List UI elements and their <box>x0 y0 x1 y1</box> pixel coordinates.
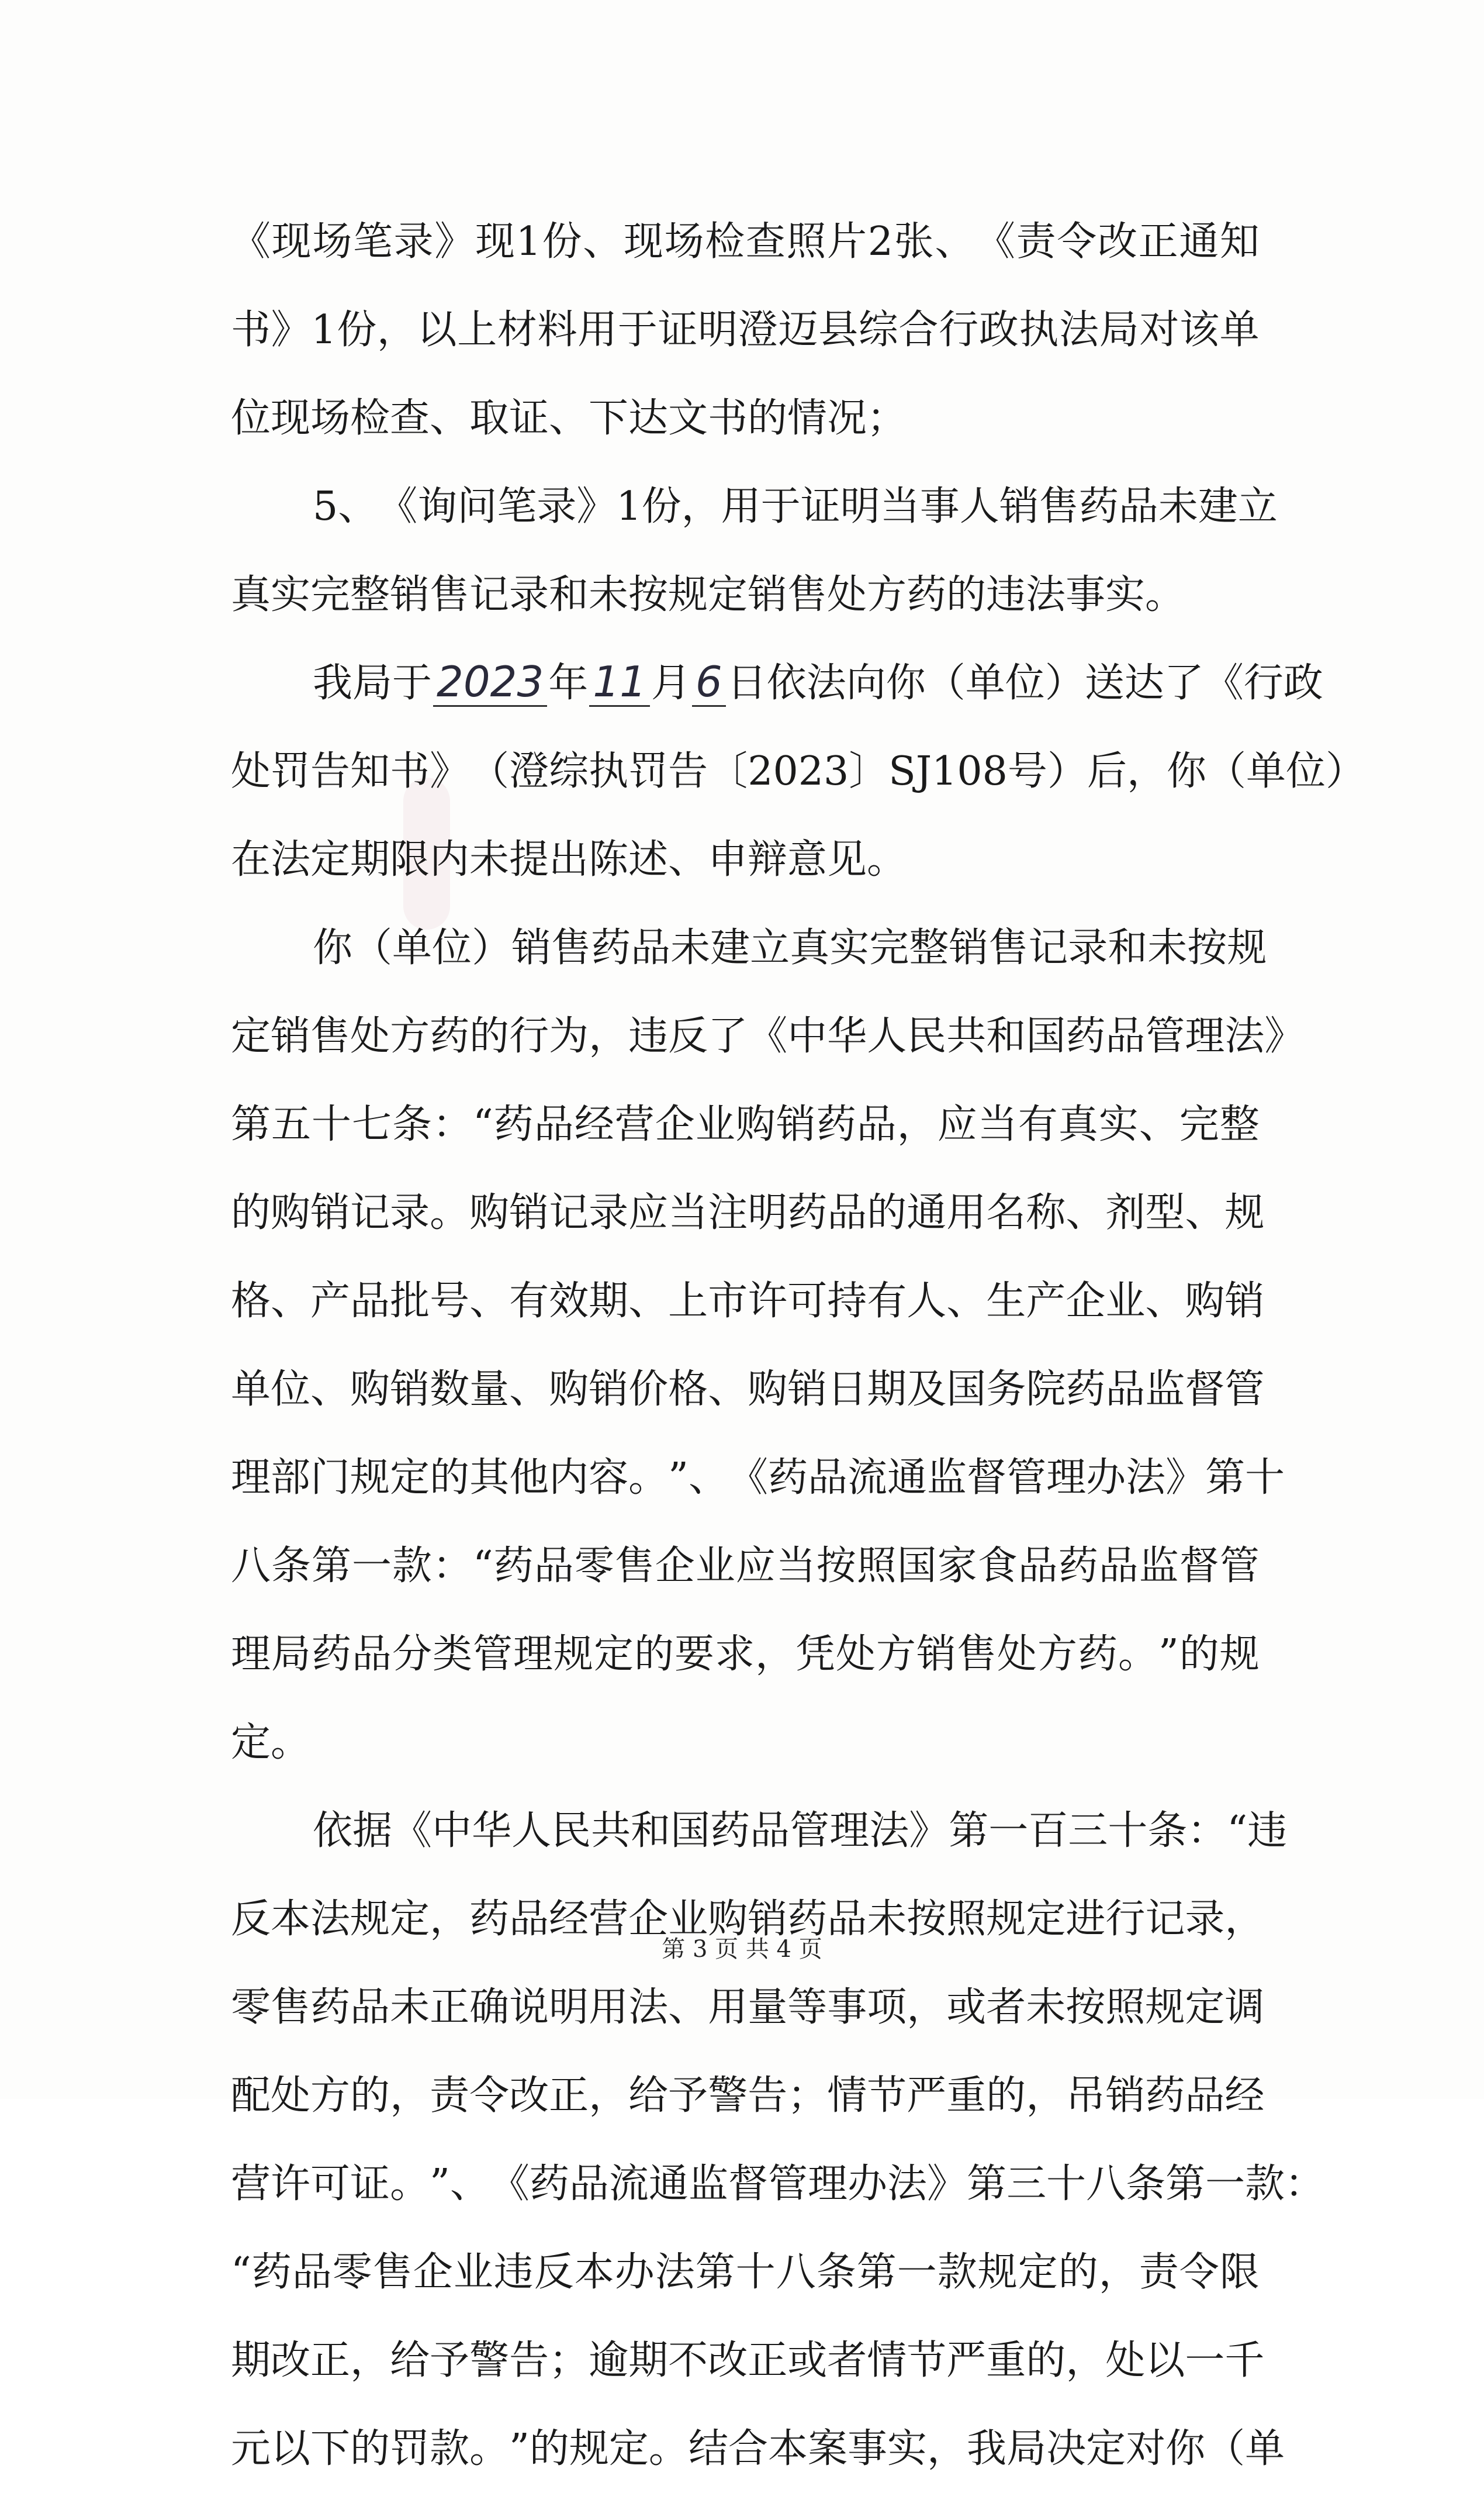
text-line: 真实完整销售记录和未按规定销售处方药的违法事实。 <box>231 572 1185 618</box>
text-line: 格 、 产 品 批 号 、 有 效 期 、 上 市 许 可 持 有 人 、 生 产 企 业 、 购 销 <box>231 1278 1265 1324</box>
text-line: 反 本 法 规 定 ， 药 品 经 营 企 业 购 销 药 品 未 按 照 规 定 进 行 记 录 ， <box>231 1896 1265 1942</box>
year-unit: 年 <box>548 660 589 706</box>
text-line: 配 处 方 的 ， 责 令 改 正 ， 给 予 警 告 ； 情 节 严 重 的 ， 吊 销 药 品 经 <box>231 2073 1265 2119</box>
handwritten-year: 2023 <box>433 658 547 707</box>
text-line: 定 销 售 处 方 药 的 行 为 ， 违 反 了 《 中 华 人 民 共 和 国 药 品 管 理 法 》 <box>231 1013 1305 1059</box>
text-line: 处 罚 告 知 书 》 （ 澄 综 执 罚 告 〔 2023 〕 SJ108 号 ） 后 ， 你 （ 单 位 ） <box>231 748 1366 795</box>
service-date-line <box>231 639 1323 727</box>
text-line: 单 位 、 购 销 数 量 、 购 销 价 格 、 购 销 日 期 及 国 务 院 药 品 监 督 管 <box>231 1366 1265 1413</box>
document-body <box>231 198 1366 2493</box>
text-line: 期 改 正 ， 给 予 警 告 ； 逾 期 不 改 正 或 者 情 节 严 重 的 ， 处 以 一 千 <box>231 2337 1265 2384</box>
text-line: 元 以 下 的 罚 款 。 ” 的 规 定 。 结 合 本 案 事 实 ， 我 局 决 定 对 你 （ 单 <box>231 2426 1285 2472</box>
text-line: 理 局 药 品 分 类 管 理 规 定 的 要 求 ， 凭 处 方 销 售 处 方 药 。 ” 的 规 <box>231 1631 1260 1677</box>
page-footer: 第 3 页 共 4 页 <box>662 1936 822 1963</box>
text-line: 理 部 门 规 定 的 其 他 内 容 。 ” 、 《 药 品 流 通 监 督 管 理 办 法 》 第 十 <box>231 1455 1285 1501</box>
text-line: “ 药 品 零 售 企 业 违 反 本 办 法 第 十 八 条 第 一 款 规 定 的 ， 责 令 限 <box>231 2249 1260 2295</box>
month-unit: 月 <box>651 660 691 706</box>
text-line: 定。 <box>231 1719 311 1766</box>
text-line: 零 售 药 品 未 正 确 说 明 用 法 、 用 量 等 事 项 ， 或 者 未 按 照 规 定 调 <box>231 1984 1265 2031</box>
text-line: 第 五 十 七 条 ： “ 药 品 经 营 企 业 购 销 药 品 ， 应 当 有 真 实 、 完 整 <box>231 1102 1260 1148</box>
text-line: 依 据 《 中 华 人 民 共 和 国 药 品 管 理 法 》 第 一 百 三 十 条 ： “ 违 <box>313 1808 1288 1854</box>
text-line: 你 （ 单 位 ） 销 售 药 品 未 建 立 真 实 完 整 销 售 记 录 和 未 按 规 <box>313 925 1267 971</box>
handwritten-day: 6 <box>692 658 726 707</box>
text-line: 位现场检查、取证、下达文书的情况； <box>231 395 907 441</box>
text-line: 营 许 可 证 。 ” 、 《 药 品 流 通 监 督 管 理 办 法 》 第 三 十 八 条 第 一 款 ： <box>231 2161 1325 2207</box>
text-line: 书 》 1 份 ， 以 上 材 料 用 于 证 明 澄 迈 县 综 合 行 政 执 法 局 对 该 单 <box>231 307 1260 353</box>
text-line: 八 条 第 一 款 ： “ 药 品 零 售 企 业 应 当 按 照 国 家 食 品 药 品 监 督 管 <box>231 1543 1260 1589</box>
text-line: 在法定期限内未提出陈述、申辩意见。 <box>231 837 907 883</box>
service-prefix: 我局于 <box>313 660 433 706</box>
text-line: 《 现 场 笔 录 》 现 1 份 、 现 场 检 查 照 片 2 张 、 《 责 令 改 正 通 知 <box>231 219 1260 265</box>
handwritten-month: 11 <box>589 658 650 707</box>
text-line: 5 、 《 询 问 笔 录 》 1 份 ， 用 于 证 明 当 事 人 销 售 药 品 未 建 立 <box>313 484 1278 530</box>
service-suffix: 日依法向你（单位）送达了《行政 <box>727 660 1323 706</box>
text-line: 的 购 销 记 录 。 购 销 记 录 应 当 注 明 药 品 的 通 用 名 称 、 剂 型 、 规 <box>231 1190 1265 1236</box>
